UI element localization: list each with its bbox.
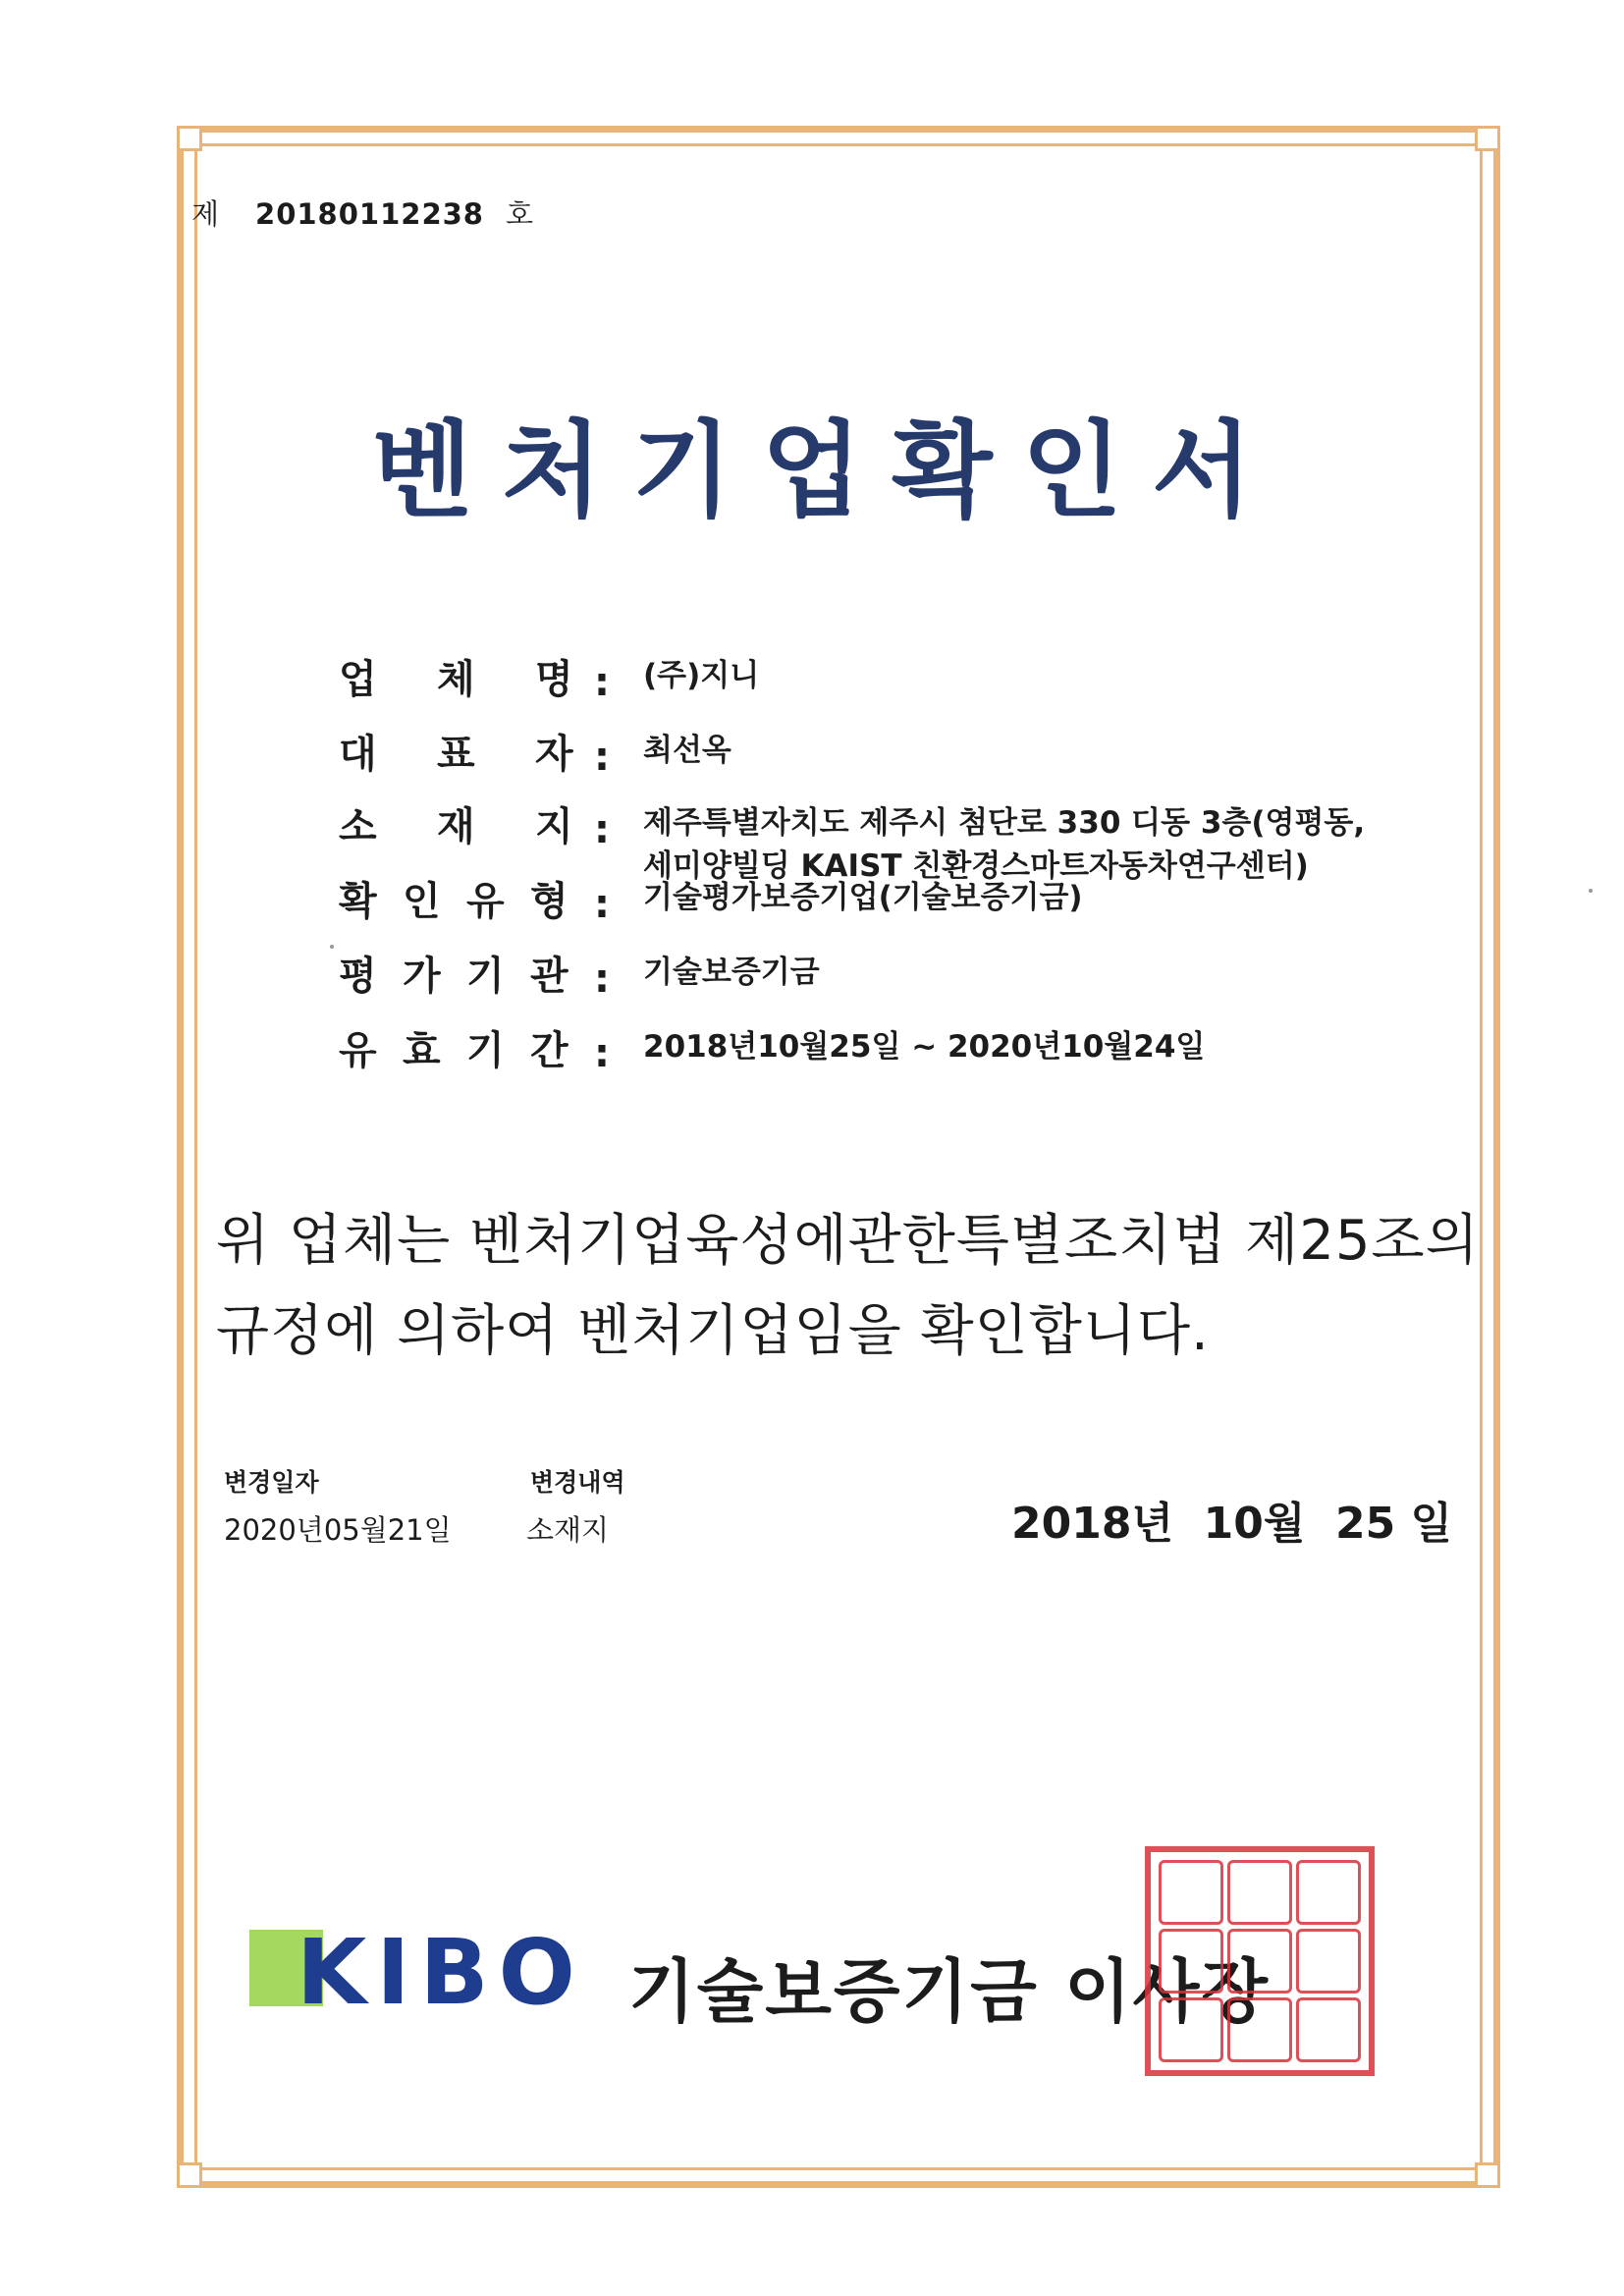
frame-corner <box>177 2162 202 2188</box>
info-row <box>339 945 820 1002</box>
info-value-line: 세미양빌딩 KAIST 친환경스마트자동차연구센터) <box>643 848 1309 884</box>
info-label-char: 인 <box>403 879 441 924</box>
info-label-char: 소 <box>339 804 377 849</box>
info-value-line: 2018년10월25일 ~ 2020년10월24일 <box>643 1029 1206 1065</box>
info-colon: : <box>594 1031 610 1076</box>
info-label-char: 간 <box>530 1028 568 1073</box>
change-date-header: 변경일자 <box>224 1468 319 1497</box>
info-label-char: 자 <box>535 732 573 777</box>
info-label-char: 유 <box>466 879 505 924</box>
kibo-logo: KIBO <box>297 1920 585 2025</box>
info-value-line: (주)지니 <box>643 658 760 693</box>
official-seal-stamp <box>1145 1846 1375 2076</box>
info-value <box>643 1019 1205 1068</box>
statement-line: 위 업체는 벤처기업육성에관한특별조치법 제25조의 <box>216 1209 1480 1273</box>
info-label-char: 재 <box>437 804 475 849</box>
issuer-name: 기술보증기금 이사장 <box>628 1951 1270 2032</box>
info-value <box>643 648 759 697</box>
issue-date: 2018년 10월 25 일 <box>1011 1499 1453 1549</box>
info-value-line: 기술평가보증기업(기술보증기금) <box>643 880 1083 915</box>
info-value <box>643 870 1083 919</box>
info-label-char: 평 <box>339 954 377 999</box>
info-label <box>339 870 594 924</box>
info-label <box>339 648 594 702</box>
info-label-char: 기 <box>466 954 505 999</box>
info-label <box>339 1019 594 1073</box>
info-row <box>339 1019 1205 1076</box>
scan-speck <box>330 945 334 949</box>
certificate-number-prefix: 제 <box>191 197 221 231</box>
frame-corner <box>1475 126 1500 151</box>
info-row <box>339 723 731 780</box>
confirmation-statement <box>216 1196 1480 1377</box>
frame-corner <box>1475 2162 1500 2188</box>
info-value-line: 최선옥 <box>643 733 731 768</box>
info-colon: : <box>594 882 610 927</box>
change-date-value: 2020년05월21일 <box>224 1513 452 1547</box>
info-label-char: 관 <box>530 954 568 999</box>
info-label-char: 표 <box>437 732 475 777</box>
info-colon: : <box>594 807 610 852</box>
change-detail-header: 변경내역 <box>530 1468 625 1497</box>
change-detail-value: 소재지 <box>526 1513 610 1547</box>
info-value-line: 제주특별자치도 제주시 첨단로 330 디동 3층(영평동, <box>643 805 1366 841</box>
info-label-char: 효 <box>403 1028 441 1073</box>
info-row <box>339 870 1083 927</box>
info-label-char: 대 <box>339 732 377 777</box>
info-label-char: 명 <box>535 657 573 702</box>
info-label-char: 형 <box>530 879 568 924</box>
info-label <box>339 945 594 999</box>
info-colon: : <box>594 660 610 705</box>
certificate-number <box>191 192 534 233</box>
info-label-char: 가 <box>403 954 441 999</box>
info-label <box>339 723 594 777</box>
info-label-char: 업 <box>339 657 377 702</box>
info-value <box>643 945 820 994</box>
document-title: 벤처기업확인서 <box>371 409 1282 531</box>
info-label <box>339 795 594 849</box>
info-colon: : <box>594 735 610 780</box>
scan-speck <box>1589 889 1593 893</box>
info-colon: : <box>594 957 610 1002</box>
certificate-number-suffix: 호 <box>505 197 534 231</box>
info-value-line: 기술보증기금 <box>643 955 820 990</box>
info-row <box>339 648 759 705</box>
info-value <box>643 723 731 772</box>
info-label-char: 유 <box>339 1028 377 1073</box>
certificate-number-value: 20180112238 <box>255 197 484 231</box>
info-label-char: 지 <box>535 804 573 849</box>
info-label-char: 기 <box>466 1028 505 1073</box>
frame-corner <box>177 126 202 151</box>
info-label-char: 확 <box>339 879 377 924</box>
info-label-char: 체 <box>437 657 475 702</box>
statement-line: 규정에 의하여 벤처기업임을 확인합니다. <box>216 1299 1210 1363</box>
